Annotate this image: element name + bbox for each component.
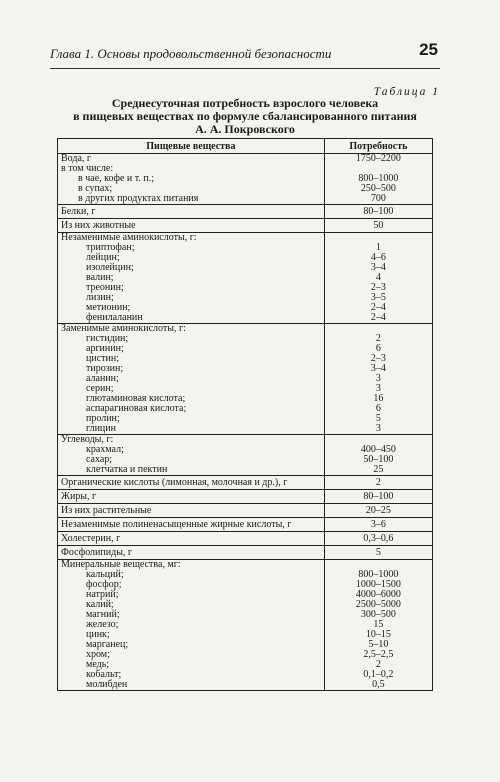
table-title-line: А. А. Покровского bbox=[195, 122, 295, 136]
header-rule bbox=[50, 68, 440, 69]
requirement-value-cell: 1000–1500 bbox=[324, 580, 432, 590]
nutrient-table bbox=[57, 138, 433, 691]
nutrient-name-cell: треонин; bbox=[58, 283, 325, 293]
nutrient-name-cell: Минеральные вещества, мг: bbox=[58, 560, 325, 571]
nutrient-name-cell: серин; bbox=[58, 384, 325, 394]
nutrient-name-cell: фосфор; bbox=[58, 580, 325, 590]
requirement-value-cell: 2–4 bbox=[324, 303, 432, 313]
requirement-value-cell: 3–6 bbox=[324, 518, 432, 532]
table-row bbox=[58, 680, 433, 691]
nutrient-name-cell: Жиры, г bbox=[58, 490, 325, 504]
column-header-requirement: Потребность bbox=[324, 139, 432, 154]
requirement-value-cell: 700 bbox=[324, 194, 432, 205]
requirement-value-cell: 6 bbox=[324, 404, 432, 414]
nutrient-name-cell: калий; bbox=[58, 600, 325, 610]
requirement-value-cell: 3 bbox=[324, 424, 432, 435]
table-row bbox=[58, 518, 433, 532]
requirement-value-cell: 5–10 bbox=[324, 640, 432, 650]
table-row bbox=[58, 205, 433, 219]
requirement-value-cell: 50–100 bbox=[324, 455, 432, 465]
nutrient-name-cell: глютаминовая кислота; bbox=[58, 394, 325, 404]
nutrient-name-cell: глицин bbox=[58, 424, 325, 435]
nutrient-name-cell: Фосфолипиды, г bbox=[58, 546, 325, 560]
nutrient-name-cell: Вода, г bbox=[58, 154, 325, 165]
nutrient-name-cell: крахмал; bbox=[58, 445, 325, 455]
table-header-row bbox=[58, 139, 433, 154]
nutrient-name-cell: в супах; bbox=[58, 184, 325, 194]
nutrient-name-cell: Холестерин, г bbox=[58, 532, 325, 546]
column-header-nutrients: Пищевые вещества bbox=[58, 139, 325, 154]
requirement-value-cell: 0,5 bbox=[324, 680, 432, 691]
nutrient-name-cell: Органические кислоты (лимонная, молочная и др.), г bbox=[58, 476, 325, 490]
requirement-value-cell: 1750–2200 bbox=[324, 154, 432, 165]
table-title bbox=[50, 97, 440, 136]
requirement-value-cell: 4–6 bbox=[324, 253, 432, 263]
nutrient-name-cell: в том числе: bbox=[58, 164, 325, 174]
nutrient-name-cell: марганец; bbox=[58, 640, 325, 650]
requirement-value-cell: 800–1000 bbox=[324, 570, 432, 580]
requirement-value-cell: 250–500 bbox=[324, 184, 432, 194]
nutrient-name-cell: триптофан; bbox=[58, 243, 325, 253]
nutrient-name-cell: клетчатка и пектин bbox=[58, 465, 325, 476]
requirement-value-cell: 3 bbox=[324, 384, 432, 394]
running-title: Глава 1. Основы продовольственной безопасности bbox=[50, 46, 332, 61]
nutrient-name-cell: сахар; bbox=[58, 455, 325, 465]
nutrient-name-cell: Незаменимые полиненасыщенные жирные кислоты, г bbox=[58, 518, 325, 532]
requirement-value-cell: 80–100 bbox=[324, 205, 432, 219]
requirement-value-cell: 20–25 bbox=[324, 504, 432, 518]
table-title-line: в пищевых веществах по формуле сбалансированного питания bbox=[73, 109, 417, 123]
nutrient-name-cell: фенилаланин bbox=[58, 313, 325, 324]
table-row bbox=[58, 546, 433, 560]
requirement-value-cell: 3–5 bbox=[324, 293, 432, 303]
requirement-value-cell: 400–450 bbox=[324, 445, 432, 455]
nutrient-name-cell: тирозин; bbox=[58, 364, 325, 374]
requirement-value-cell: 2 bbox=[324, 334, 432, 344]
nutrient-name-cell: аргинин; bbox=[58, 344, 325, 354]
table-label: Таблица 1 bbox=[373, 86, 440, 98]
nutrient-name-cell: Незаменимые аминокислоты, г: bbox=[58, 233, 325, 244]
requirement-value-cell: 6 bbox=[324, 344, 432, 354]
nutrient-name-cell: пролин; bbox=[58, 414, 325, 424]
nutrient-name-cell: лейцин; bbox=[58, 253, 325, 263]
requirement-value-cell: 2,5–2,5 bbox=[324, 650, 432, 660]
requirement-value-cell: 3 bbox=[324, 374, 432, 384]
nutrient-name-cell: хром; bbox=[58, 650, 325, 660]
table-row bbox=[58, 476, 433, 490]
requirement-value-cell: 4 bbox=[324, 273, 432, 283]
table-title-line: Среднесуточная потребность взрослого человека bbox=[111, 96, 379, 110]
nutrient-name-cell: натрий; bbox=[58, 590, 325, 600]
nutrient-name-cell: Из них растительные bbox=[58, 504, 325, 518]
nutrient-name-cell: метионин; bbox=[58, 303, 325, 313]
requirement-value-cell: 80–100 bbox=[324, 490, 432, 504]
requirement-value-cell: 1 bbox=[324, 243, 432, 253]
nutrient-name-cell: кальций; bbox=[58, 570, 325, 580]
requirement-value-cell: 10–15 bbox=[324, 630, 432, 640]
nutrient-name-cell: кобальт; bbox=[58, 670, 325, 680]
requirement-value-cell: 300–500 bbox=[324, 610, 432, 620]
requirement-value-cell: 25 bbox=[324, 465, 432, 476]
table-row bbox=[58, 194, 433, 205]
nutrient-name-cell: в чае, кофе и т. п.; bbox=[58, 174, 325, 184]
requirement-value-cell: 2 bbox=[324, 476, 432, 490]
nutrient-name-cell: молибден bbox=[58, 680, 325, 691]
requirement-value-cell: 2500–5000 bbox=[324, 600, 432, 610]
requirement-value-cell: 800–1000 bbox=[324, 174, 432, 184]
table-row bbox=[58, 219, 433, 233]
requirement-value-cell: 2–3 bbox=[324, 354, 432, 364]
nutrient-name-cell: гистидин; bbox=[58, 334, 325, 344]
table-row bbox=[58, 154, 433, 165]
table-row bbox=[58, 313, 433, 324]
nutrient-name-cell: аланин; bbox=[58, 374, 325, 384]
requirement-value-cell: 0,1–0,2 bbox=[324, 670, 432, 680]
nutrient-name-cell: лизин; bbox=[58, 293, 325, 303]
page-number: 25 bbox=[419, 40, 438, 59]
requirement-value-cell: 3–4 bbox=[324, 263, 432, 273]
nutrient-name-cell: железо; bbox=[58, 620, 325, 630]
nutrient-name-cell: Белки, г bbox=[58, 205, 325, 219]
table-row bbox=[58, 490, 433, 504]
table-row bbox=[58, 504, 433, 518]
requirement-value-cell: 4000–6000 bbox=[324, 590, 432, 600]
requirement-value-cell: 5 bbox=[324, 546, 432, 560]
requirement-value-cell: 15 bbox=[324, 620, 432, 630]
nutrient-name-cell: Углеводы, г: bbox=[58, 435, 325, 446]
nutrient-name-cell: валин; bbox=[58, 273, 325, 283]
requirement-value-cell: 2 bbox=[324, 660, 432, 670]
requirement-value-cell: 3–4 bbox=[324, 364, 432, 374]
nutrient-name-cell: аспарагиновая кислота; bbox=[58, 404, 325, 414]
table-row bbox=[58, 424, 433, 435]
nutrient-name-cell: цинк; bbox=[58, 630, 325, 640]
nutrient-name-cell: магний; bbox=[58, 610, 325, 620]
requirement-value-cell: 50 bbox=[324, 219, 432, 233]
nutrient-name-cell: медь; bbox=[58, 660, 325, 670]
nutrient-name-cell: цистин; bbox=[58, 354, 325, 364]
table-row bbox=[58, 532, 433, 546]
requirement-value-cell: 5 bbox=[324, 414, 432, 424]
nutrient-name-cell: в других продуктах питания bbox=[58, 194, 325, 205]
requirement-value-cell: 16 bbox=[324, 394, 432, 404]
nutrient-name-cell: изолейцин; bbox=[58, 263, 325, 273]
table-row bbox=[58, 465, 433, 476]
table-body bbox=[58, 154, 433, 691]
requirement-value-cell: 2–3 bbox=[324, 283, 432, 293]
nutrient-name-cell: Заменимые аминокислоты, г: bbox=[58, 324, 325, 335]
requirement-value-cell: 2–4 bbox=[324, 313, 432, 324]
requirement-value-cell: 0,3–0,6 bbox=[324, 532, 432, 546]
nutrient-name-cell: Из них животные bbox=[58, 219, 325, 233]
